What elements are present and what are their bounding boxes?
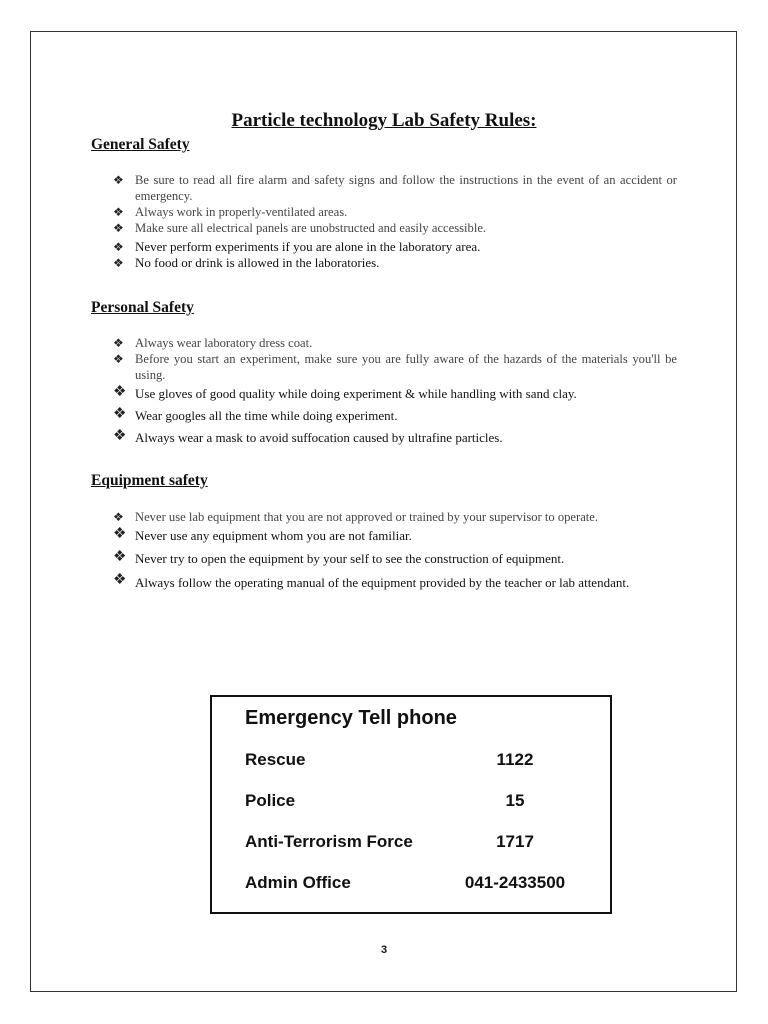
list-item: ❖ Never use lab equipment that you are not approved or trained by your supervisor to operate. (113, 510, 599, 524)
diamond-bullet-icon: ❖ (113, 256, 124, 270)
list-item: ❖ Be sure to read all fire alarm and safety signs and follow the instructions in the event of an accident or emergency. (113, 173, 677, 203)
emergency-contacts-box (210, 695, 612, 914)
diamond-bullet-icon: ❖ (113, 549, 127, 565)
diamond-bullet-icon: ❖ (113, 428, 127, 444)
emergency-row-rescue (245, 750, 585, 770)
list-item: ❖ Always wear a mask to avoid suffocation caused by ultrafine particles. (113, 428, 503, 445)
emergency-row-police (245, 791, 585, 811)
list-item: ❖ Use gloves of good quality while doing experiment & while handling with sand clay. (113, 384, 577, 401)
emergency-title: Emergency Tell phone (245, 707, 457, 729)
section-heading-personal-safety: Personal Safety (91, 299, 194, 316)
list-item: ❖ Never use any equipment whom you are not familiar. (113, 526, 412, 543)
list-item: ❖ Always wear laboratory dress coat. (113, 336, 313, 350)
list-item: ❖ Before you start an experiment, make sure you are fully aware of the hazards of the materials you'll be using. (113, 352, 677, 382)
diamond-bullet-icon: ❖ (113, 572, 127, 588)
diamond-bullet-icon: ❖ (113, 240, 124, 254)
emergency-row-anti-terrorism (245, 832, 585, 852)
diamond-bullet-icon: ❖ (113, 406, 127, 422)
emergency-label: Rescue (245, 750, 306, 769)
diamond-bullet-icon: ❖ (113, 526, 127, 542)
list-item: ❖ Never perform experiments if you are alone in the laboratory area. (113, 239, 481, 254)
page-title: Particle technology Lab Safety Rules: (231, 110, 537, 131)
personal-safety-list (113, 335, 677, 446)
diamond-bullet-icon: ❖ (113, 384, 127, 400)
diamond-bullet-icon: ❖ (113, 205, 124, 219)
emergency-label: Anti-Terrorism Force (245, 832, 413, 851)
emergency-number: 15 (505, 791, 525, 810)
list-item: ❖ Wear googles all the time while doing experiment. (113, 406, 398, 423)
diamond-bullet-icon: ❖ (113, 510, 124, 524)
section-heading-general-safety: General Safety (91, 136, 190, 153)
emergency-label: Admin Office (245, 873, 351, 892)
emergency-row-admin-office (245, 873, 585, 893)
list-item: ❖ No food or drink is allowed in the laboratories. (113, 255, 380, 270)
list-item: ❖ Never try to open the equipment by your self to see the construction of equipment. (113, 549, 565, 566)
general-safety-list (113, 172, 677, 271)
diamond-bullet-icon: ❖ (113, 173, 124, 187)
emergency-number: 1122 (496, 750, 534, 769)
list-item: ❖ Make sure all electrical panels are unobstructed and easily accessible. (113, 221, 487, 235)
emergency-number: 1717 (496, 832, 534, 851)
emergency-label: Police (245, 791, 296, 810)
list-item: ❖ Always follow the operating manual of the equipment provided by the teacher or lab attendant. (113, 572, 630, 590)
equipment-safety-list (113, 509, 677, 592)
diamond-bullet-icon: ❖ (113, 221, 124, 235)
section-heading-equipment-safety: Equipment safety (91, 472, 208, 489)
diamond-bullet-icon: ❖ (113, 336, 124, 350)
page-number: 3 (380, 944, 388, 956)
diamond-bullet-icon: ❖ (113, 352, 124, 366)
emergency-number: 041-2433500 (464, 873, 566, 892)
list-item: ❖ Always work in properly-ventilated areas. (113, 205, 348, 219)
